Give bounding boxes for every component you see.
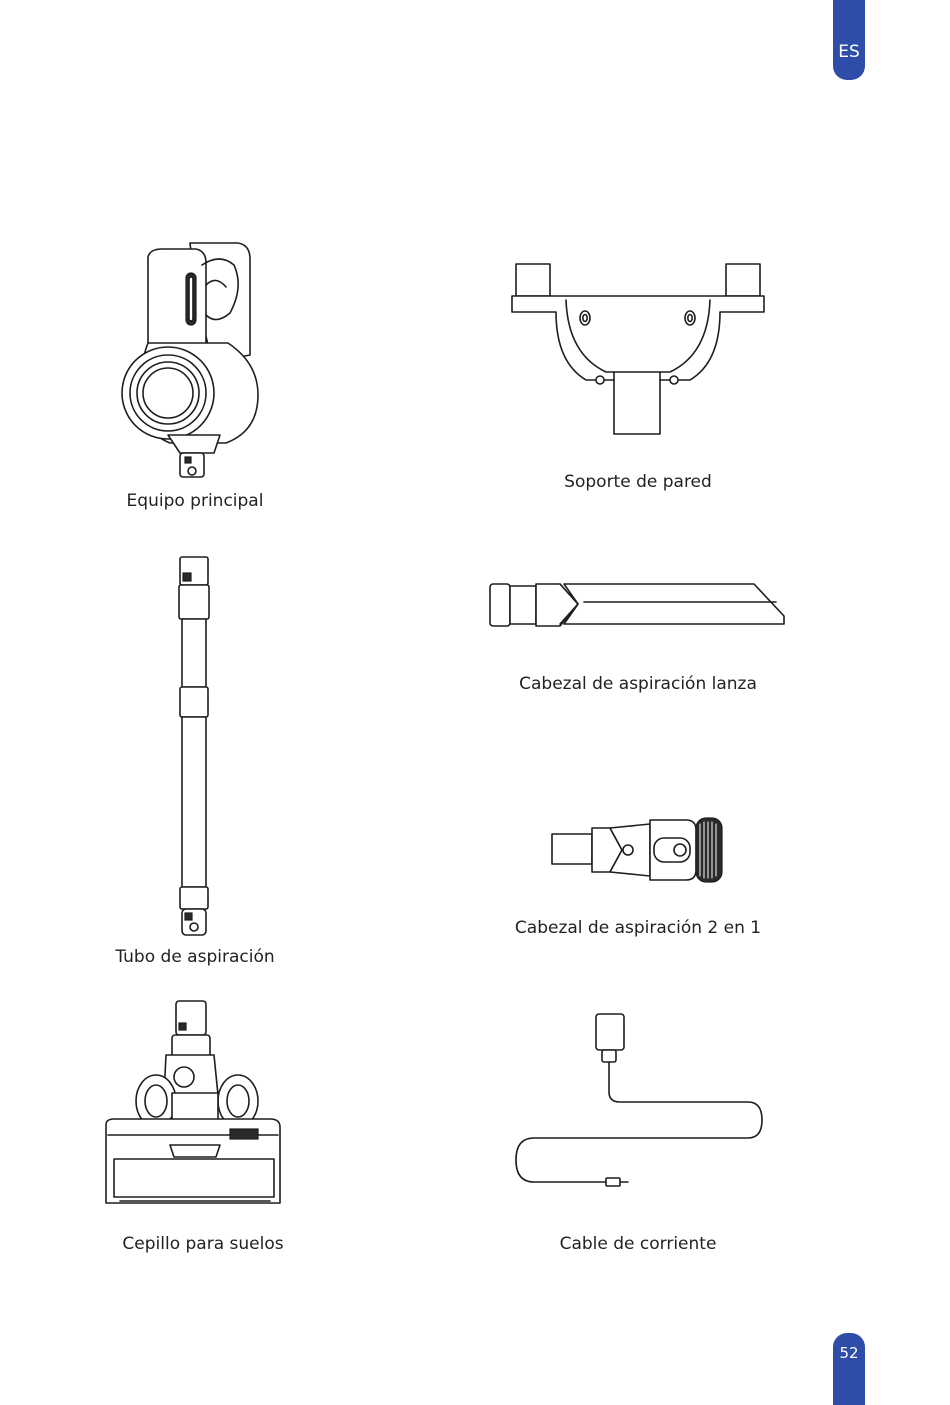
caption-power-cable: Cable de corriente <box>559 1234 717 1254</box>
caption-extension-tube: Tubo de aspiración <box>115 947 275 967</box>
caption-main-unit: Equipo principal <box>126 491 264 511</box>
power-cable-icon <box>510 1010 770 1190</box>
caption-two-in-one-brush: Cabezal de aspiración 2 en 1 <box>514 918 762 938</box>
caption-wall-bracket: Soporte de pared <box>564 472 712 492</box>
two-in-one-brush-icon <box>550 814 726 886</box>
wall-bracket-icon <box>510 262 766 438</box>
language-tab: ES <box>833 0 865 80</box>
crevice-tool-icon <box>488 580 788 630</box>
caption-floor-brush: Cepillo para suelos <box>122 1234 284 1254</box>
main-unit-icon <box>110 235 270 485</box>
caption-crevice-tool: Cabezal de aspiración lanza <box>519 674 757 694</box>
floor-brush-icon <box>100 997 286 1213</box>
page-number-tab: 52 <box>833 1333 865 1405</box>
extension-tube-icon <box>170 555 220 941</box>
